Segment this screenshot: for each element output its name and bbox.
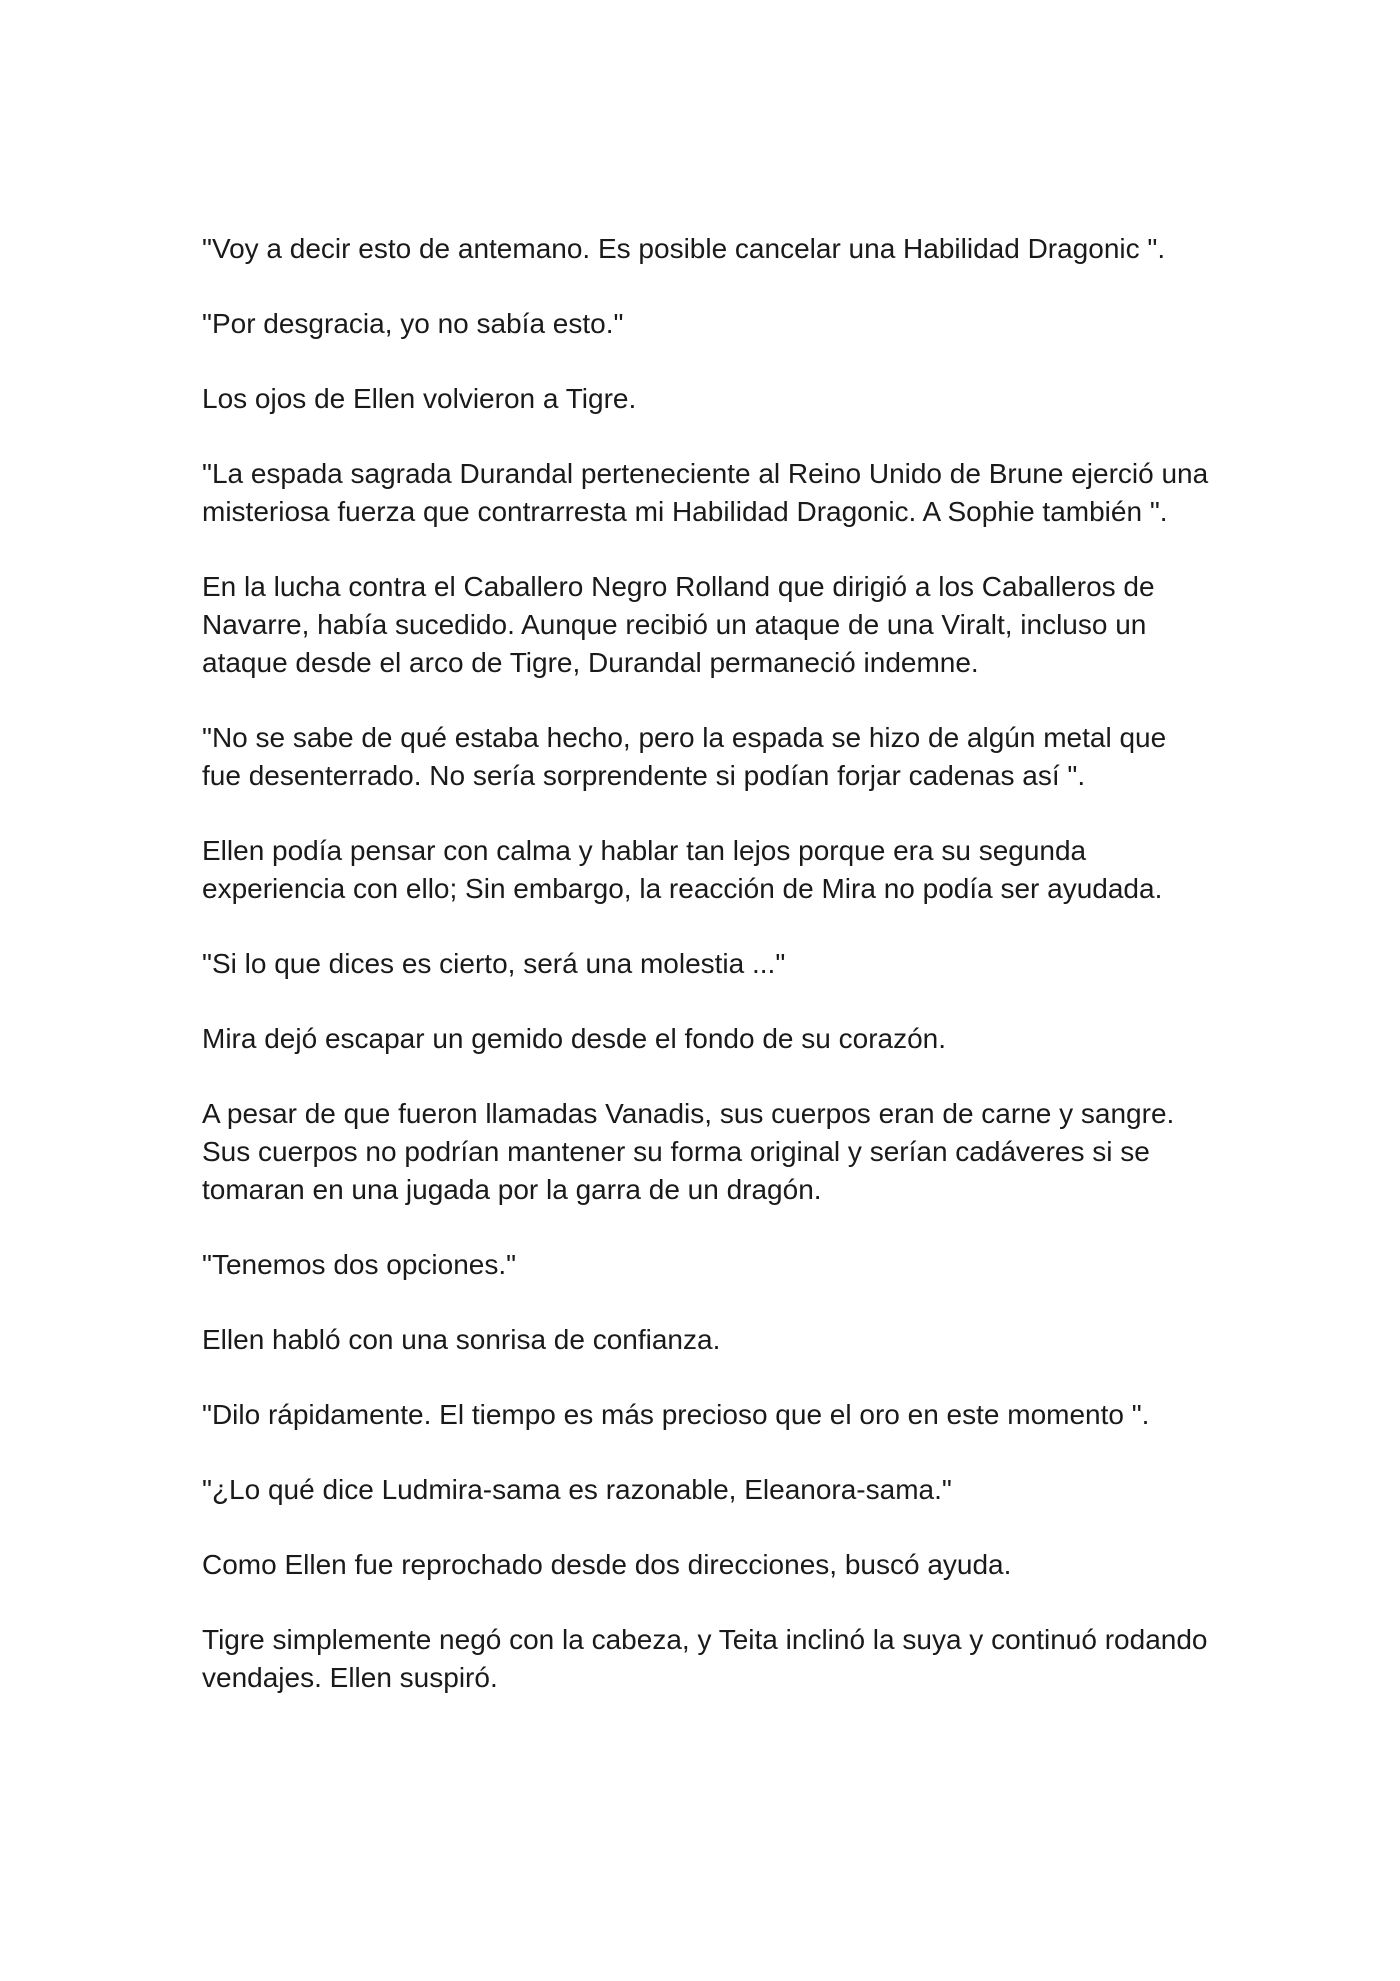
paragraph: "Por desgracia, yo no sabía esto." [202,308,624,339]
paragraph: "Dilo rápidamente. El tiempo es más precioso que el oro en este momento ". [202,1399,1150,1430]
paragraph: A pesar de que fueron llamadas Vanadis, sus cuerpos eran de carne y sangre. Sus cuerpos no podrían mantener su forma original y serían cadáveres si se tomaran en una jugada por la garra de un dragón. [202,1098,1175,1205]
document-body [202,230,1212,1734]
paragraph: Como Ellen fue reprochado desde dos direcciones, buscó ayuda. [202,1549,1012,1580]
paragraph: "Si lo que dices es cierto, será una molestia ..." [202,948,786,979]
paragraph: "La espada sagrada Durandal perteneciente al Reino Unido de Brune ejerció una misteriosa fuerza que contrarresta mi Habilidad Dragonic. A Sophie también ". [202,458,1209,527]
paragraph: Mira dejó escapar un gemido desde el fondo de su corazón. [202,1023,947,1054]
paragraph: Tigre simplemente negó con la cabeza, y Teita inclinó la suya y continuó rodando vendajes. Ellen suspiró. [202,1624,1208,1693]
paragraph: "Voy a decir esto de antemano. Es posible cancelar una Habilidad Dragonic ". [202,233,1166,264]
paragraph: "No se sabe de qué estaba hecho, pero la espada se hizo de algún metal que fue desenterrado. No sería sorprendente si podían forjar cadenas así ". [202,722,1167,791]
paragraph: Ellen habló con una sonrisa de confianza. [202,1324,721,1355]
paragraph: "Tenemos dos opciones." [202,1249,517,1280]
paragraph: En la lucha contra el Caballero Negro Rolland que dirigió a los Caballeros de Navarre, había sucedido. Aunque recibió un ataque de una Viralt, incluso un ataque desde el arco de Tigre, Durandal permaneció indemne. [202,571,1155,678]
paragraph: "¿Lo qué dice Ludmira-sama es razonable, Eleanora-sama." [202,1474,952,1505]
paragraph: Ellen podía pensar con calma y hablar tan lejos porque era su segunda experiencia con ello; Sin embargo, la reacción de Mira no podía ser ayudada. [202,835,1163,904]
paragraph: Los ojos de Ellen volvieron a Tigre. [202,383,637,414]
